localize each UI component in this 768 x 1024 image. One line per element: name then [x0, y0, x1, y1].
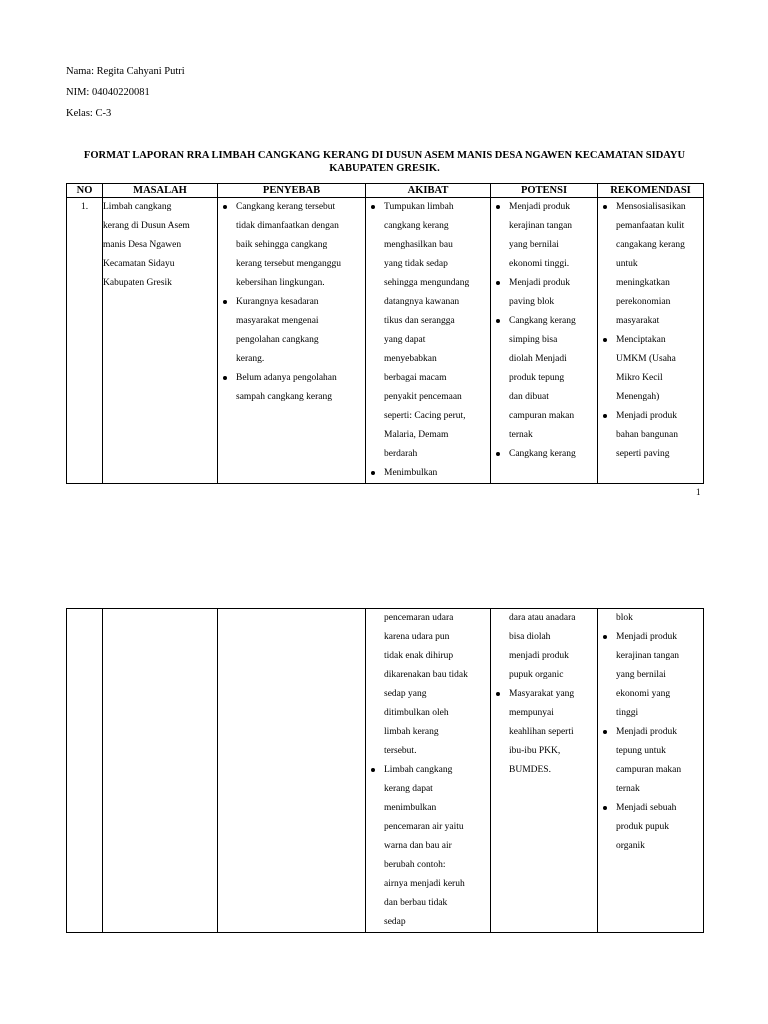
list-item-line: tidak enak dihirup [384, 651, 454, 661]
list-item-line: berbagai macam [384, 373, 447, 383]
list-item-line: Kurangnya kesadaran [236, 297, 319, 307]
list-item-line: Mensosialisasikan [616, 202, 686, 212]
list-item-line: produk pupuk [616, 822, 670, 832]
cell-text-line: Kabupaten Gresik [103, 278, 172, 288]
list-item-line: pencemaran udara [384, 613, 454, 623]
list-item-line: campuran makan [509, 411, 575, 421]
list-item-line: blok [616, 613, 633, 623]
list-item-line: dikarenakan bau tidak [384, 670, 468, 680]
penyebab-list [218, 198, 365, 407]
list-item [598, 628, 701, 723]
potensi-list-continued [491, 609, 597, 780]
list-item-line: sampah cangkang kerang [236, 392, 333, 402]
list-item-line: limbah kerang [384, 727, 439, 737]
list-item [598, 407, 701, 464]
cell-rekomendasi [598, 198, 704, 484]
list-item-line: pencemaran air yaitu [384, 822, 464, 832]
list-item-line: keahlihan seperti [509, 727, 574, 737]
list-item-line: cangakang kerang [616, 240, 685, 250]
akibat-list [366, 198, 490, 483]
rra-table-page-1 [66, 183, 704, 484]
list-item [491, 274, 595, 312]
list-item-line: seperti: Cacing perut, [384, 411, 466, 421]
col-header-potensi: POTENSI [491, 184, 598, 198]
list-item-line: dan dibuat [509, 392, 549, 402]
list-item-line: untuk [616, 259, 638, 269]
list-item-line: kebersihan lingkungan. [236, 278, 325, 288]
list-item-line: Menjadi sebuah [616, 803, 677, 813]
list-item [218, 293, 363, 369]
cell-penyebab-continued [218, 609, 366, 933]
list-item-line: airnya menjadi keruh [384, 879, 465, 889]
akibat-list-continued [366, 609, 490, 932]
list-item [491, 198, 595, 274]
student-name: Nama: Regita Cahyani Putri [66, 66, 185, 77]
list-item-line: pemanfaatan kulit [616, 221, 685, 231]
list-item-line: tersebut. [384, 746, 417, 756]
table-header-row [67, 184, 704, 198]
list-item-line: baik sehingga cangkang [236, 240, 328, 250]
student-class: Kelas: C-3 [66, 108, 112, 119]
list-item-line: BUMDES. [509, 765, 551, 775]
cell-masalah [103, 198, 218, 484]
list-item [598, 198, 701, 331]
cell-potensi-continued [491, 609, 598, 933]
cell-text-line: kerang di Dusun Asem [103, 221, 190, 231]
col-header-penyebab: PENYEBAB [218, 184, 366, 198]
list-item-line: Limbah cangkang [384, 765, 453, 775]
list-item-line: perekonomian [616, 297, 671, 307]
title-line-2: KABUPATEN GRESIK. [329, 163, 440, 174]
cell-akibat-continued [366, 609, 491, 933]
cell-masalah-continued [103, 609, 218, 933]
list-item-line: Mikro Kecil [616, 373, 663, 383]
list-item-line: tikus dan serangga [384, 316, 455, 326]
cell-penyebab [218, 198, 366, 484]
list-item [598, 723, 701, 799]
list-item-line: karena udara pun [384, 632, 450, 642]
list-item [366, 761, 488, 932]
cell-rekomendasi-continued [598, 609, 704, 933]
student-nim: NIM: 04040220081 [66, 87, 150, 98]
list-item-line: yang dapat [384, 335, 426, 345]
list-item-line: masyarakat [616, 316, 660, 326]
list-item [366, 198, 488, 464]
list-item-line: Menjadi produk [616, 632, 677, 642]
list-item-line: kerang tersebut menganggu [236, 259, 341, 269]
col-header-masalah: MASALAH [103, 184, 218, 198]
list-item-line: diolah Menjadi [509, 354, 567, 364]
cell-akibat [366, 198, 491, 484]
list-item-line: Menjadi produk [509, 202, 570, 212]
list-item-line: Belum adanya pengolahan [236, 373, 337, 383]
list-item-line: kerang. [236, 354, 265, 364]
rra-table-page-2 [66, 608, 704, 933]
list-item [491, 609, 595, 685]
list-item-line: sedap [384, 917, 406, 927]
list-item [491, 312, 595, 445]
list-item-line: tepung untuk [616, 746, 666, 756]
list-item-line: Menjadi produk [616, 727, 677, 737]
list-item-line: sehingga mengundang [384, 278, 470, 288]
list-item [598, 609, 701, 628]
cell-text-line: manis Desa Ngawen [103, 240, 182, 250]
list-item-line: bisa diolah [509, 632, 551, 642]
list-item-line: paving blok [509, 297, 555, 307]
cell-text-line: Kecamatan Sidayu [103, 259, 175, 269]
list-item-line: pupuk organic [509, 670, 564, 680]
list-item-line: simping bisa [509, 335, 558, 345]
rekomendasi-list [598, 198, 703, 464]
list-item-line: yang bernilai [616, 670, 666, 680]
list-item-line: Menengah) [616, 392, 660, 402]
table-row [67, 198, 704, 484]
list-item-line: kerajinan tangan [509, 221, 573, 231]
title-line-1: FORMAT LAPORAN RRA LIMBAH CANGKANG KERANG DI DUSUN ASEM MANIS DESA NGAWEN KECAMATAN SIDAYU [83, 150, 686, 161]
list-item-line: menimbulkan [384, 803, 437, 813]
list-item-line: Cangkang kerang [509, 316, 576, 326]
list-item [366, 464, 488, 483]
list-item-line: Cangkang kerang [509, 449, 576, 459]
list-item-line: yang bernilai [509, 240, 559, 250]
list-item-line: tinggi [616, 708, 639, 718]
list-item-line: Menjadi produk [509, 278, 570, 288]
list-item-line: kerajinan tangan [616, 651, 680, 661]
list-item-line: Menciptakan [616, 335, 666, 345]
list-item-line: Tumpukan limbah [384, 202, 454, 212]
rekomendasi-list-continued [598, 609, 703, 856]
list-item-line: bahan bangunan [616, 430, 678, 440]
cell-potensi [491, 198, 598, 484]
list-item-line: UMKM (Usaha [616, 354, 676, 364]
cell-no: 1. [67, 198, 103, 484]
list-item-line: berubah contoh: [384, 860, 446, 870]
list-item-line: menyebabkan [384, 354, 437, 364]
list-item [218, 198, 363, 293]
document-title [66, 149, 703, 175]
list-item [218, 369, 363, 407]
list-item-line: penyakit pencemaan [384, 392, 462, 402]
list-item-line: cangkang kerang [384, 221, 449, 231]
list-item-line: ternak [616, 784, 640, 794]
list-item-line: ditimbulkan oleh [384, 708, 449, 718]
list-item-line: ekonomi tinggi. [509, 259, 570, 269]
list-item-line: yang tidak sedap [384, 259, 448, 269]
cell-text-line: Limbah cangkang [103, 202, 172, 212]
list-item-line: seperti paving [616, 449, 670, 459]
list-item-line: menghasilkan bau [384, 240, 453, 250]
list-item-line: dan berbau tidak [384, 898, 448, 908]
col-header-rekomendasi: REKOMENDASI [598, 184, 704, 198]
list-item [366, 609, 488, 761]
list-item-line: berdarah [384, 449, 418, 459]
list-item-line: datangnya kawanan [384, 297, 460, 307]
list-item-line: Menjadi produk [616, 411, 677, 421]
list-item-line: ternak [509, 430, 533, 440]
list-item-line: ibu-ibu PKK, [509, 746, 561, 756]
list-item-line: warna dan bau air [384, 841, 452, 851]
list-item-line: meningkatkan [616, 278, 670, 288]
list-item-line: mempunyai [509, 708, 554, 718]
list-item-line: Cangkang kerang tersebut [236, 202, 336, 212]
col-header-no: NO [67, 184, 103, 198]
table-row [67, 609, 704, 933]
page-number: 1 [696, 487, 701, 497]
list-item [598, 331, 701, 407]
cell-no-continued [67, 609, 103, 933]
list-item-line: dara atau anadara [509, 613, 576, 623]
list-item-line: ekonomi yang [616, 689, 671, 699]
list-item-line: Masyarakat yang [509, 689, 575, 699]
col-header-akibat: AKIBAT [366, 184, 491, 198]
list-item-line: Malaria, Demam [384, 430, 449, 440]
list-item-line: organik [616, 841, 645, 851]
list-item-line: sedap yang [384, 689, 427, 699]
list-item [598, 799, 701, 856]
list-item-line: campuran makan [616, 765, 682, 775]
list-item-line: tidak dimanfaatkan dengan [236, 221, 339, 231]
list-item-line: menjadi produk [509, 651, 569, 661]
list-item-line: pengolahan cangkang [236, 335, 319, 345]
list-item-line: produk tepung [509, 373, 565, 383]
potensi-list [491, 198, 597, 464]
list-item [491, 445, 595, 464]
list-item-line: Menimbulkan [384, 468, 438, 478]
list-item-line: kerang dapat [384, 784, 433, 794]
list-item [491, 685, 595, 780]
list-item-line: masyarakat mengenai [236, 316, 319, 326]
